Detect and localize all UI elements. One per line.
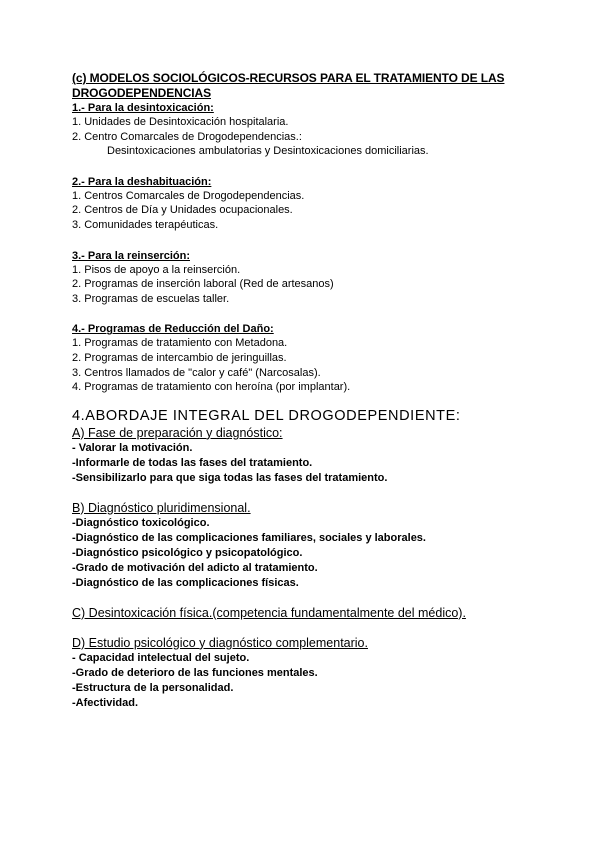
- list-item: 1. Pisos de apoyo a la reinserción.: [72, 263, 241, 276]
- section-reinsercion: [72, 249, 532, 307]
- title-line-2: DROGODEPENDENCIAS: [72, 86, 211, 100]
- list-item: 2. Programas de intercambio de jeringuillas.: [72, 351, 287, 364]
- list-item: - Valorar la motivación.: [72, 441, 193, 454]
- list-item: 3. Programas de escuelas taller.: [72, 292, 230, 305]
- list-item: 3. Centros llamados de "calor y café" (Narcosalas).: [72, 366, 321, 379]
- section-heading: 2.- Para la deshabituación:: [72, 175, 212, 188]
- document-title: [72, 71, 532, 101]
- list-item: 2. Programas de inserción laboral (Red de artesanos): [72, 278, 334, 291]
- list-item: -Diagnóstico de las complicaciones físicas.: [72, 576, 299, 589]
- section-heading: 4.- Programas de Reducción del Daño:: [72, 323, 274, 336]
- list-item: -Sensibilizarlo para que siga todas las fases del tratamiento.: [72, 471, 388, 484]
- abordaje-integral: [72, 407, 532, 711]
- list-item: 4. Programas de tratamiento con heroína (por implantar).: [72, 381, 351, 394]
- list-item: -Diagnóstico toxicológico.: [72, 516, 210, 529]
- list-item: -Estructura de la personalidad.: [72, 681, 234, 694]
- list-item: 2. Centro Comarcales de Drogodependencias.:: [72, 130, 302, 143]
- list-item: -Grado de motivación del adicto al tratamiento.: [72, 561, 318, 574]
- section-reduccion-dano: [72, 322, 532, 394]
- section-heading: 3.- Para la reinserción:: [72, 249, 190, 262]
- list-item: -Grado de deterioro de las funciones mentales.: [72, 666, 318, 679]
- list-item: -Afectividad.: [72, 696, 139, 709]
- section-desintoxicacion: [72, 101, 532, 159]
- title-line-1: (c) MODELOS SOCIOLÓGICOS-RECURSOS PARA EL TRATAMIENTO DE LAS: [72, 71, 505, 85]
- list-item: 1. Programas de tratamiento con Metadona.: [72, 337, 288, 350]
- subsection-c-heading: C) Desintoxicación física.(competencia fundamentalmente del médico).: [72, 605, 466, 620]
- list-item: 2. Centros de Día y Unidades ocupacionales.: [72, 204, 293, 217]
- list-item: 1. Unidades de Desintoxicación hospitalaria.: [72, 116, 289, 128]
- list-item: -Diagnóstico de las complicaciones familiares, sociales y laborales.: [72, 531, 426, 544]
- list-item: 3. Comunidades terapéuticas.: [72, 218, 219, 231]
- section-deshabituacion: [72, 175, 532, 233]
- subsection-b-heading: B) Diagnóstico pluridimensional.: [72, 500, 251, 515]
- list-subitem: Desintoxicaciones ambulatorias y Desintoxicaciones domiciliarias.: [107, 145, 429, 158]
- list-item: 1. Centros Comarcales de Drogodependencias.: [72, 189, 305, 202]
- section-heading: 1.- Para la desintoxicación:: [72, 102, 214, 114]
- subsection-d-heading: D) Estudio psicológico y diagnóstico complementario.: [72, 635, 368, 650]
- document-page: [72, 71, 532, 711]
- list-item: -Informarle de todas las fases del tratamiento.: [72, 456, 313, 469]
- list-item: -Diagnóstico psicológico y psicopatológico.: [72, 546, 303, 559]
- major-heading: 4.ABORDAJE INTEGRAL DEL DROGODEPENDIENTE:: [72, 407, 461, 424]
- subsection-a-heading: A) Fase de preparación y diagnóstico:: [72, 425, 283, 440]
- list-item: - Capacidad intelectual del sujeto.: [72, 651, 250, 664]
